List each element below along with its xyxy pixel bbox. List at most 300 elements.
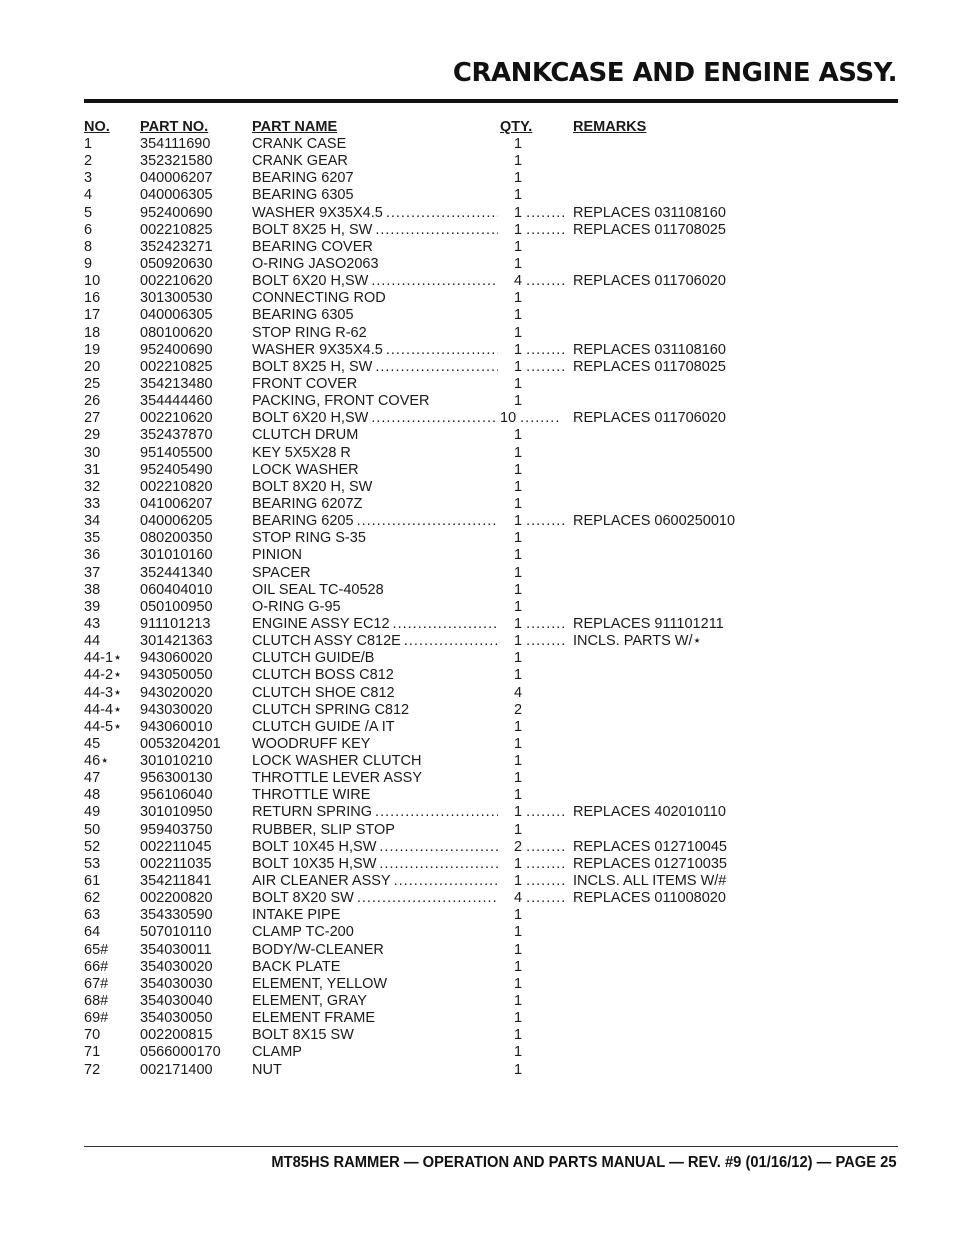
table-row xyxy=(84,513,784,530)
remarks xyxy=(573,702,784,719)
quantity-wrap xyxy=(500,976,573,993)
quantity-wrap xyxy=(500,667,573,684)
part-name-wrap xyxy=(252,1062,500,1079)
item-number: 30 xyxy=(84,444,101,461)
item-number: 66# xyxy=(84,958,109,975)
part-name: RUBBER, SLIP STOP xyxy=(252,821,395,838)
quantity: 1 xyxy=(514,735,523,752)
item-number: 1 xyxy=(84,136,93,152)
quantity-cell xyxy=(500,993,573,1010)
quantity-wrap xyxy=(500,290,573,307)
part-name-wrap xyxy=(252,496,500,513)
table-row xyxy=(84,565,784,582)
quantity-wrap xyxy=(500,924,573,941)
part-number: 943060010 xyxy=(140,718,213,735)
quantity: 1 xyxy=(514,358,523,375)
quantity-cell xyxy=(500,222,573,239)
remarks xyxy=(573,667,784,684)
quantity-wrap xyxy=(500,685,573,702)
part-name: STOP RING S-35 xyxy=(252,530,366,547)
remarks xyxy=(573,685,784,702)
remarks xyxy=(573,153,784,170)
table-row xyxy=(84,736,784,753)
quantity: 1 xyxy=(514,650,523,667)
table-row xyxy=(84,530,784,547)
remarks xyxy=(573,787,784,804)
part-name-wrap xyxy=(252,187,500,204)
table-row xyxy=(84,462,784,479)
part-name: CLUTCH BOSS C812 xyxy=(252,667,394,684)
quantity-cell xyxy=(500,342,573,359)
part-name-cell xyxy=(252,479,500,496)
part-name-cell xyxy=(252,445,500,462)
quantity-cell xyxy=(500,719,573,736)
part-name: BACK PLATE xyxy=(252,958,341,975)
part-number: 956106040 xyxy=(140,787,213,804)
remarks: REPLACES 0600250010 xyxy=(573,513,736,530)
part-number: 354030040 xyxy=(140,993,213,1010)
table-row xyxy=(84,1062,784,1079)
quantity-cell xyxy=(500,1062,573,1079)
leader-dots xyxy=(526,873,566,890)
table-row xyxy=(84,582,784,599)
quantity-cell xyxy=(500,1044,573,1061)
item-number: 32 xyxy=(84,478,101,495)
part-number: 050920630 xyxy=(140,255,213,272)
quantity-cell xyxy=(500,616,573,633)
part-name-wrap xyxy=(252,205,500,222)
part-name-wrap xyxy=(252,890,500,907)
part-name: NUT xyxy=(252,1061,282,1078)
part-name: PACKING, FRONT COVER xyxy=(252,393,430,410)
quantity-cell xyxy=(500,205,573,222)
part-name-cell xyxy=(252,873,500,890)
leader-dots xyxy=(526,342,566,359)
column-header-remarks: REMARKS xyxy=(573,119,647,135)
quantity-wrap xyxy=(500,1027,573,1044)
part-name-wrap xyxy=(252,633,500,650)
part-number: 041006207 xyxy=(140,495,213,512)
part-name-cell xyxy=(252,942,500,959)
quantity: 1 xyxy=(514,547,523,564)
quantity-wrap xyxy=(500,753,573,770)
part-name-cell xyxy=(252,959,500,976)
table-row xyxy=(84,787,784,804)
quantity-wrap xyxy=(500,170,573,187)
quantity-cell xyxy=(500,530,573,547)
table-row xyxy=(84,479,784,496)
part-number: 352423271 xyxy=(140,238,213,255)
part-number: 040006305 xyxy=(140,307,213,324)
quantity: 1 xyxy=(514,855,523,872)
part-name: BEARING 6207Z xyxy=(252,495,363,512)
quantity-wrap xyxy=(500,187,573,204)
remarks xyxy=(573,462,784,479)
item-number: 63 xyxy=(84,907,101,924)
part-name-wrap xyxy=(252,856,500,873)
leader-dots xyxy=(526,513,566,530)
part-name-cell xyxy=(252,890,500,907)
quantity-cell xyxy=(500,753,573,770)
leader-dots xyxy=(526,205,566,222)
item-number: 18 xyxy=(84,324,101,341)
quantity: 4 xyxy=(514,890,523,907)
part-number: 0053204201 xyxy=(140,735,221,752)
leader-dots xyxy=(526,890,566,907)
leader-dots xyxy=(520,410,560,427)
part-number: 002210825 xyxy=(140,358,213,375)
remarks xyxy=(573,325,784,342)
part-name: CLUTCH ASSY C812E xyxy=(252,633,401,650)
part-name-wrap xyxy=(252,770,500,787)
remarks xyxy=(573,924,784,941)
item-number: 64 xyxy=(84,924,101,941)
quantity-wrap xyxy=(500,273,573,290)
part-name-wrap xyxy=(252,736,500,753)
part-number: 002210820 xyxy=(140,478,213,495)
item-number: 44-1⋆ xyxy=(84,650,123,667)
part-number: 943060020 xyxy=(140,650,213,667)
table-row xyxy=(84,307,784,324)
table-row xyxy=(84,256,784,273)
quantity-cell xyxy=(500,136,573,153)
item-number: 44 xyxy=(84,633,101,650)
part-number: 354444460 xyxy=(140,393,213,410)
leader-dots xyxy=(404,633,498,650)
part-name-cell xyxy=(252,170,500,187)
item-number: 52 xyxy=(84,838,101,855)
quantity-cell xyxy=(500,393,573,410)
part-name: ELEMENT FRAME xyxy=(252,1010,376,1027)
part-number: 352437870 xyxy=(140,427,213,444)
part-name-cell xyxy=(252,187,500,204)
item-number: 69# xyxy=(84,1010,109,1027)
table-row xyxy=(84,667,784,684)
quantity-wrap xyxy=(500,736,573,753)
quantity-cell xyxy=(500,256,573,273)
part-number: 002200820 xyxy=(140,890,213,907)
remarks xyxy=(573,599,784,616)
quantity: 1 xyxy=(514,170,523,187)
leader-dots xyxy=(386,205,498,222)
item-number: 49 xyxy=(84,804,101,821)
table-row xyxy=(84,1027,784,1044)
part-name: FRONT COVER xyxy=(252,375,358,392)
part-name: CLUTCH DRUM xyxy=(252,427,359,444)
remarks: REPLACES 011706020 xyxy=(573,410,726,427)
part-name: OIL SEAL TC-40528 xyxy=(252,581,384,598)
table-row xyxy=(84,205,784,222)
quantity: 1 xyxy=(514,993,523,1010)
table-row xyxy=(84,445,784,462)
quantity: 1 xyxy=(514,1027,523,1044)
item-number: 43 xyxy=(84,615,101,632)
quantity-cell xyxy=(500,907,573,924)
item-number: 29 xyxy=(84,427,101,444)
part-name-cell xyxy=(252,702,500,719)
quantity-wrap xyxy=(500,1010,573,1027)
table-row xyxy=(84,496,784,513)
quantity-cell xyxy=(500,307,573,324)
quantity-cell xyxy=(500,547,573,564)
part-number: 354030050 xyxy=(140,1010,213,1027)
item-number: 53 xyxy=(84,855,101,872)
part-name: CLUTCH SPRING C812 xyxy=(252,701,410,718)
item-number: 47 xyxy=(84,770,101,787)
quantity: 1 xyxy=(514,975,523,992)
part-name-cell xyxy=(252,462,500,479)
part-name: BEARING COVER xyxy=(252,238,373,255)
part-number: 080200350 xyxy=(140,530,213,547)
part-name-wrap xyxy=(252,410,500,427)
leader-dots xyxy=(371,410,498,427)
part-number: 002210620 xyxy=(140,273,213,290)
part-name-cell xyxy=(252,839,500,856)
quantity: 1 xyxy=(514,341,523,358)
part-number: 301010160 xyxy=(140,547,213,564)
part-name-cell xyxy=(252,410,500,427)
part-name-wrap xyxy=(252,907,500,924)
part-name-cell xyxy=(252,736,500,753)
remarks: REPLACES 031108160 xyxy=(573,341,726,358)
part-name-wrap xyxy=(252,170,500,187)
part-name-cell xyxy=(252,599,500,616)
quantity-wrap xyxy=(500,839,573,856)
part-name-wrap xyxy=(252,462,500,479)
quantity-cell xyxy=(500,290,573,307)
remarks: REPLACES 011706020 xyxy=(573,273,726,290)
table-row xyxy=(84,907,784,924)
leader-dots xyxy=(375,804,498,821)
part-name-wrap xyxy=(252,616,500,633)
part-name-cell xyxy=(252,993,500,1010)
part-name-cell xyxy=(252,290,500,307)
part-name-cell xyxy=(252,342,500,359)
part-name-wrap xyxy=(252,273,500,290)
part-name-cell xyxy=(252,273,500,290)
table-row xyxy=(84,804,784,821)
quantity: 1 xyxy=(514,718,523,735)
part-name: THROTTLE WIRE xyxy=(252,787,371,804)
remarks xyxy=(573,307,784,324)
item-number: 44-3⋆ xyxy=(84,684,123,701)
part-number: 301010950 xyxy=(140,804,213,821)
part-number: 0566000170 xyxy=(140,1044,221,1061)
item-number: 2 xyxy=(84,153,93,170)
quantity: 1 xyxy=(514,221,523,238)
quantity: 1 xyxy=(514,478,523,495)
part-name: BOLT 10X45 H,SW xyxy=(252,838,377,855)
part-name: STOP RING R-62 xyxy=(252,324,367,341)
quantity-cell xyxy=(500,856,573,873)
table-header-row xyxy=(84,118,784,136)
quantity-wrap xyxy=(500,445,573,462)
table-row xyxy=(84,170,784,187)
quantity: 1 xyxy=(514,204,523,221)
quantity: 1 xyxy=(514,427,523,444)
leader-dots xyxy=(379,839,498,856)
quantity-wrap xyxy=(500,702,573,719)
part-name-cell xyxy=(252,822,500,839)
table-row xyxy=(84,890,784,907)
part-name: BOLT 8X25 H, SW xyxy=(252,358,373,375)
item-number: 70 xyxy=(84,1027,101,1044)
part-name-cell xyxy=(252,753,500,770)
quantity: 1 xyxy=(514,598,523,615)
quantity-wrap xyxy=(500,136,573,153)
quantity: 1 xyxy=(514,1010,523,1027)
remarks xyxy=(573,496,784,513)
part-number: 354030020 xyxy=(140,958,213,975)
table-row xyxy=(84,993,784,1010)
quantity-wrap xyxy=(500,959,573,976)
part-name-wrap xyxy=(252,513,500,530)
part-number: 952405490 xyxy=(140,461,213,478)
remarks xyxy=(573,1010,784,1027)
footer-divider xyxy=(84,1146,898,1147)
quantity: 1 xyxy=(514,136,523,152)
part-name-wrap xyxy=(252,993,500,1010)
quantity-cell xyxy=(500,239,573,256)
part-number: 956300130 xyxy=(140,770,213,787)
table-row xyxy=(84,942,784,959)
quantity-wrap xyxy=(500,342,573,359)
remarks xyxy=(573,1044,784,1061)
quantity-wrap xyxy=(500,633,573,650)
quantity: 4 xyxy=(514,684,523,701)
part-name-wrap xyxy=(252,804,500,821)
part-number: 301421363 xyxy=(140,633,213,650)
item-number: 44-5⋆ xyxy=(84,718,123,735)
item-number: 6 xyxy=(84,221,93,238)
leader-dots xyxy=(386,342,498,359)
quantity-cell xyxy=(500,582,573,599)
table-row xyxy=(84,856,784,873)
table-row xyxy=(84,222,784,239)
part-name-cell xyxy=(252,633,500,650)
quantity-wrap xyxy=(500,462,573,479)
quantity-cell xyxy=(500,959,573,976)
part-number: 354030030 xyxy=(140,975,213,992)
item-number: 67# xyxy=(84,975,109,992)
quantity-wrap xyxy=(500,873,573,890)
part-name-wrap xyxy=(252,582,500,599)
item-number: 72 xyxy=(84,1061,101,1078)
remarks xyxy=(573,1027,784,1044)
part-number: 080100620 xyxy=(140,324,213,341)
quantity: 1 xyxy=(514,821,523,838)
part-name-wrap xyxy=(252,719,500,736)
remarks xyxy=(573,1062,784,1079)
leader-dots xyxy=(393,616,498,633)
part-name: BOLT 6X20 H,SW xyxy=(252,410,369,427)
part-number: 354111690 xyxy=(140,136,211,152)
part-name-cell xyxy=(252,1027,500,1044)
part-name: BODY/W-CLEANER xyxy=(252,941,384,958)
table-row xyxy=(84,153,784,170)
part-name-wrap xyxy=(252,136,500,153)
table-row xyxy=(84,770,784,787)
table-row xyxy=(84,325,784,342)
part-name-cell xyxy=(252,685,500,702)
part-name-cell xyxy=(252,667,500,684)
quantity-wrap xyxy=(500,890,573,907)
remarks xyxy=(573,976,784,993)
quantity-cell xyxy=(500,822,573,839)
table-row xyxy=(84,633,784,650)
item-number: 44-2⋆ xyxy=(84,667,123,684)
part-name-cell xyxy=(252,1010,500,1027)
part-number: 301010210 xyxy=(140,753,213,770)
part-name-cell xyxy=(252,376,500,393)
parts-list-table xyxy=(84,118,784,1079)
part-name: CRANK GEAR xyxy=(252,153,348,170)
quantity-wrap xyxy=(500,582,573,599)
part-name: LOCK WASHER CLUTCH xyxy=(252,753,422,770)
quantity-wrap xyxy=(500,942,573,959)
item-number: 61 xyxy=(84,873,101,890)
part-name: BOLT 10X35 H,SW xyxy=(252,855,377,872)
part-name-wrap xyxy=(252,256,500,273)
quantity: 2 xyxy=(514,838,523,855)
remarks xyxy=(573,736,784,753)
part-name-cell xyxy=(252,616,500,633)
quantity: 4 xyxy=(514,273,523,290)
remarks xyxy=(573,753,784,770)
quantity-cell xyxy=(500,565,573,582)
remarks xyxy=(573,822,784,839)
table-row xyxy=(84,342,784,359)
part-name: O-RING G-95 xyxy=(252,598,341,615)
item-number: 27 xyxy=(84,410,101,427)
quantity-wrap xyxy=(500,770,573,787)
table-row xyxy=(84,650,784,667)
quantity-cell xyxy=(500,376,573,393)
quantity-cell xyxy=(500,924,573,941)
table-row xyxy=(84,273,784,290)
leader-dots xyxy=(526,616,566,633)
quantity-cell xyxy=(500,410,573,427)
part-name: BEARING 6207 xyxy=(252,170,354,187)
quantity-wrap xyxy=(500,530,573,547)
part-name-cell xyxy=(252,804,500,821)
quantity: 1 xyxy=(514,804,523,821)
table-row xyxy=(84,976,784,993)
part-name-cell xyxy=(252,530,500,547)
quantity-cell xyxy=(500,839,573,856)
quantity-wrap xyxy=(500,205,573,222)
quantity-wrap xyxy=(500,650,573,667)
part-name: BOLT 8X20 H, SW xyxy=(252,478,373,495)
remarks xyxy=(573,770,784,787)
remarks xyxy=(573,547,784,564)
part-name: ENGINE ASSY EC12 xyxy=(252,615,390,632)
part-name-wrap xyxy=(252,393,500,410)
part-name-wrap xyxy=(252,1010,500,1027)
quantity-cell xyxy=(500,650,573,667)
part-name-wrap xyxy=(252,959,500,976)
part-name-wrap xyxy=(252,325,500,342)
part-number: 354330590 xyxy=(140,907,213,924)
part-name-cell xyxy=(252,153,500,170)
table-row xyxy=(84,753,784,770)
part-number: 040006205 xyxy=(140,513,213,530)
quantity-wrap xyxy=(500,787,573,804)
part-name-wrap xyxy=(252,445,500,462)
remarks xyxy=(573,136,784,153)
page-footer: MT85HS RAMMER — OPERATION AND PARTS MANUAL — REV. #9 (01/16/12) — PAGE 25 xyxy=(271,1154,897,1171)
remarks xyxy=(573,445,784,462)
